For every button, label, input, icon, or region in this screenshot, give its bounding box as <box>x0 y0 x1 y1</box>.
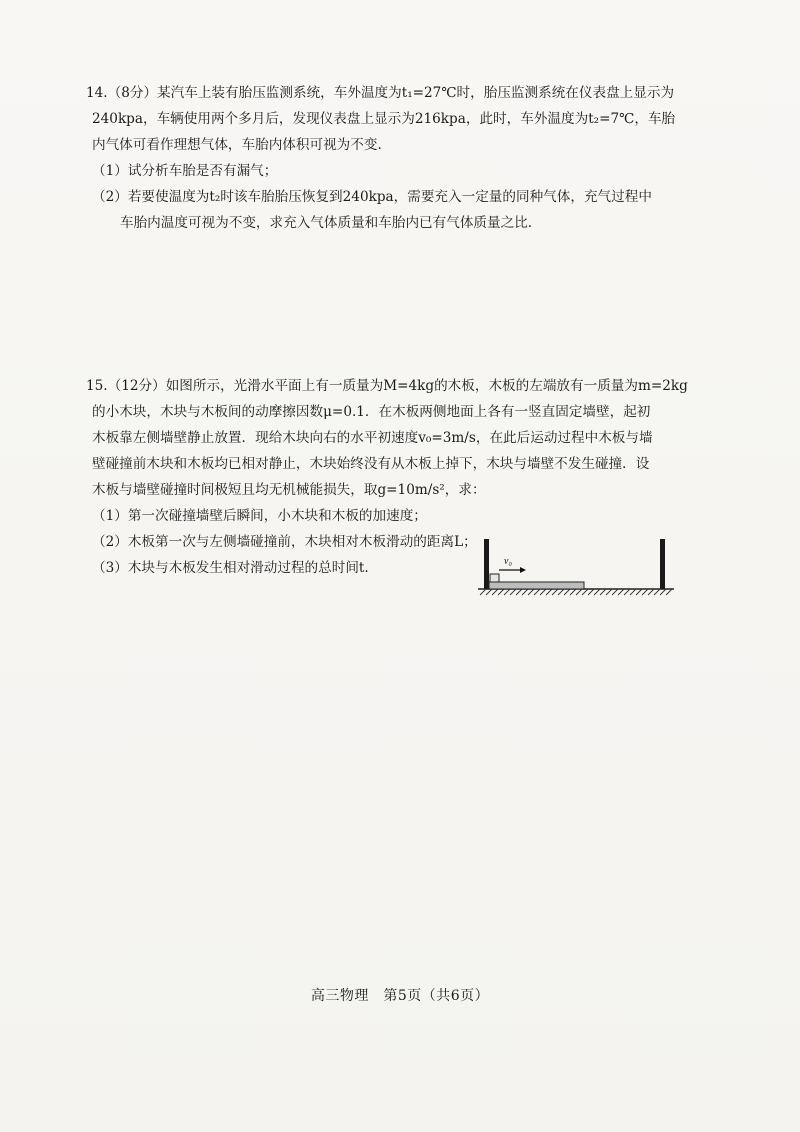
q15-line-1: 15.（12分）如图所示，光滑水平面上有一质量为M=4kg的木板，木板的左端放有一质量为m=2kg <box>86 378 688 394</box>
q14-line-5: （2）若要使温度为t₂时该车胎胎压恢复到240kpa，需要充入一定量的同种气体，充气过程中 <box>92 189 652 205</box>
arrow-head-icon <box>520 567 526 573</box>
q15-figure <box>478 537 678 607</box>
question-14 <box>86 80 710 236</box>
q15-line-5: 木板与墙壁碰撞时间极短且均无机械能损失，取g=10m/s²，求： <box>92 482 486 498</box>
q14-line-4: （1）试分析车胎是否有漏气； <box>92 163 278 179</box>
q14-line-2: 240kpa，车辆使用两个多月后，发现仪表盘上显示为216kpa，此时，车外温度为t₂=7℃，车胎 <box>92 111 676 127</box>
q15-line-2: 的小木块，木块与木板间的动摩擦因数μ=0.1．在木板两侧地面上各有一竖直固定墙壁，起初 <box>92 404 651 420</box>
right-wall <box>660 539 665 589</box>
q15-line-6: （1）第一次碰撞墙壁后瞬间，小木块和木板的加速度； <box>92 508 427 524</box>
q14-line-3: 内气体可看作理想气体，车胎内体积可视为不变. <box>92 137 382 153</box>
q15-line-4: 壁碰撞前木块和木板均已相对静止，木块始终没有从木板上掉下，木块与墙壁不发生碰撞．设 <box>92 456 650 472</box>
q14-line-1: 14.（8分）某汽车上装有胎压监测系统，车外温度为t₁=27℃时，胎压监测系统在仪表盘上显示为 <box>86 85 675 101</box>
left-wall <box>484 539 489 589</box>
q15-line-3: 木板靠左侧墙壁静止放置．现给木块向右的水平初速度v₀=3m/s，在此后运动过程中木板与墙 <box>92 430 653 446</box>
velocity-label: v₀ <box>504 556 512 567</box>
small-block <box>490 574 499 582</box>
q15-line-7: （2）木板第一次与左侧墙碰撞前，木块相对木板滑动的距离L； <box>92 534 477 550</box>
page-footer: 高三物理 第5页（共6页） <box>310 988 490 1004</box>
q15-line-8: （3）木块与木板发生相对滑动过程的总时间t. <box>92 560 369 576</box>
wood-board <box>489 582 584 589</box>
ground-hatching <box>480 589 672 595</box>
q14-line-6: 车胎内温度可视为不变，求充入气体质量和车胎内已有气体质量之比. <box>120 215 533 231</box>
